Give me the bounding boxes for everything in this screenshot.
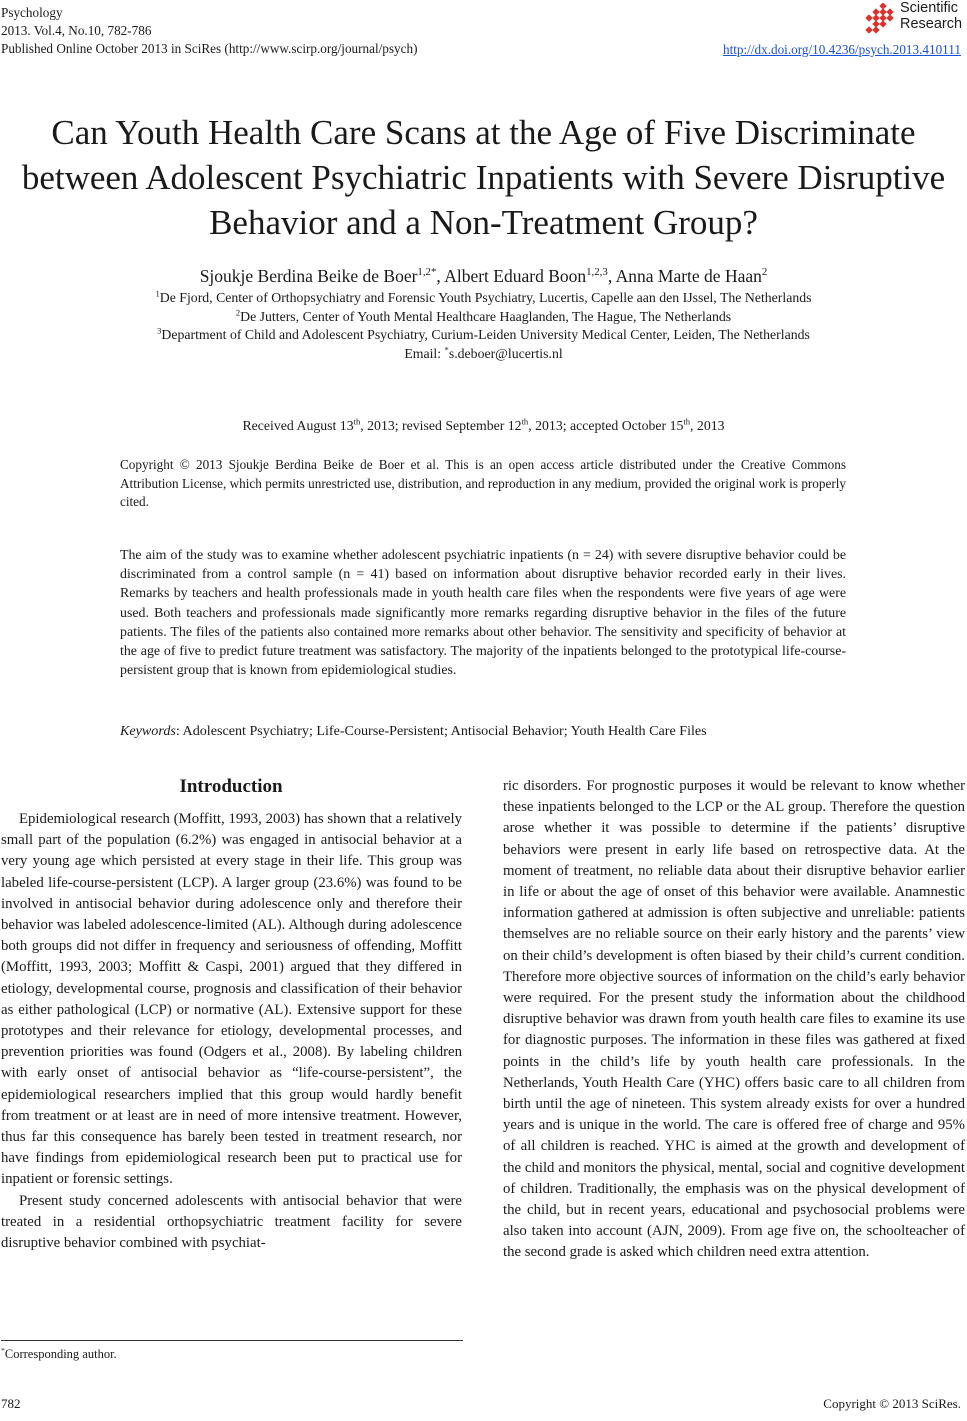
affiliation: [120, 289, 847, 308]
section-title: Introduction: [179, 776, 283, 797]
journal-name: Psychology: [1, 5, 63, 20]
email-label: Email:: [404, 345, 445, 361]
body-column-left: [1, 809, 462, 1254]
affiliation: [120, 308, 847, 327]
affiliation: [120, 326, 847, 345]
author-list: [0, 265, 967, 287]
footnote-divider: [1, 1340, 463, 1341]
received-text: Received August 13: [242, 418, 354, 433]
page-number: 782: [1, 1396, 21, 1411]
affiliation-text: Department of Child and Adolescent Psychiatry, Curium-Leiden University Medical Center, Leiden, The Netherlands: [161, 327, 810, 342]
logo-text-line1: Scientific: [900, 0, 959, 16]
footer-copyright: Copyright © 2013 SciRes.: [823, 1396, 961, 1411]
email-line: [120, 345, 847, 364]
author-name: Sjoukje Berdina Beike de Boer: [199, 266, 418, 286]
author-affil-marker: 1,2,3: [586, 266, 608, 279]
body-column-right: [503, 776, 965, 1264]
author-name: Albert Eduard Boon: [444, 266, 587, 286]
affiliation-text: De Jutters, Center of Youth Mental Healthcare Haaglanden, The Hague, The Netherlands: [240, 308, 732, 324]
affiliation-marker: 3: [157, 325, 162, 336]
ordinal-suffix: th: [683, 416, 691, 427]
revised-text: , 2013; revised September 12: [360, 418, 522, 433]
journal-volume: 2013. Vol.4, No.10, 782-786: [1, 23, 152, 38]
received-dates: [0, 418, 967, 434]
affiliation-marker: 1: [155, 288, 160, 299]
footnote: [1, 1347, 117, 1362]
footnote-marker: *: [1, 1345, 5, 1355]
paragraph: Epidemiological research (Moffitt, 1993, 2003) has shown that a relatively small part of the population (6.2%) was engaged in antisocial behavior at a very young age which persisted at every stage in their life. This group was labeled life-course-persistent (LCP). A larger group (23.6%) was found to be involved in antisocial behavior during adolescence only and therefore their behavior was labeled adolescence-limited (AL). Although during adolescence both groups did not differ in frequency and seriousness of offending, Moffitt (Moffitt, 1993, 2003; Moffitt & Caspi, 2001) argued that they differed in etiology, developmental course, prognosis and classification of their behavior as either pathological (LCP) or normative (AL). Extensive support for these prototypes and their relevance for etiology, developmental processes, and prevention priorities was found (Odgers et al., 2008). By labeling children with early onset of antisocial behavior as “life-course-persistent”, the epidemiological researchers implied that this group would hardly benefit from treatment or at least are in need of more intensive treatment. However, thus far this consequence has barely been tested in treatment research, nor have findings from epidemiological research been put to practical use for inpatient or forensic settings.: [1, 811, 462, 1188]
publisher-logo: [863, 0, 963, 38]
footnote-text: Corresponding author.: [4, 1347, 117, 1361]
ordinal-suffix: th: [353, 416, 361, 427]
affiliation-text: De Fjord, Center of Orthopsychiatry and Forensic Youth Psychiatry, Lucertis, Capelle aan den IJssel, The Netherlands: [159, 290, 812, 305]
logo-diamond: [865, 14, 872, 21]
author-separator: ,: [436, 266, 445, 286]
keywords: [120, 723, 846, 740]
keywords-label: Keywords: [120, 723, 176, 739]
paragraph: ric disorders. For prognostic purposes it would be relevant to know whether these inpatients belonged to the LCP or the AL group. Therefore the question arose whether it was possible to determine if the patients’ disruptive behaviors were present in early life based on retrospective data. At the moment of treatment, no reliable data about their disruptive behavior earlier in life or about the age of onset of this behavior were available. Anamnestic information gathered at admission is often subjective and unreliable: patients themselves are no reliable source on their early history and the parents’ view on their child’s development is often biased by their child’s current condition. Therefore more objective sources of information on the child’s early behavior were required. For the present study the information about the childhood disruptive behavior was drawn from youth health care files to examine its use for diagnostic purposes. The information in these files was gathered at fixed points in the child’s life by youth health care professionals. In the Netherlands, Youth Health Care (YHC) offers basic care to all children from birth until the age of nineteen. This system already exists for over a hundred years and is unique in the world. The care is offered free of charge and 95% of all children is reached. YHC is aimed at the growth and development of the child and monitors the physical, mental, social and cognitive development of children. Traditionally, the emphasis was on the physical development of the child, but in recent years, educational and psychosocial problems were also taken into account (AJN, 2009). From age five on, the schoolteacher of the second grade is asked which children need extra attention.: [503, 778, 965, 1261]
keywords-list: : Adolescent Psychiatry; Life-Course-Persistent; Antisocial Behavior; Youth Health Care Files: [175, 723, 707, 739]
license-notice: Copyright © 2013 Sjoukje Berdina Beike de Boer et al. This is an open access article distributed under the Creative Commons Attribution License, which permits unrestricted use, distribution, and reproduction in any medium, provided the original work is properly cited.: [120, 457, 846, 509]
author-name: Anna Marte de Haan: [615, 266, 762, 286]
paragraph: Present study concerned adolescents with antisocial behavior that were treated in a residential orthopsychiatric treatment facility for severe disruptive behavior combined with psychiat-: [1, 1192, 462, 1252]
affiliation-marker: 2: [235, 306, 241, 317]
logo-diamond: [886, 14, 893, 21]
doi-link[interactable]: http://dx.doi.org/10.4236/psych.2013.410111: [723, 42, 961, 57]
paper-title: Can Youth Health Care Scans at the Age of Five Discriminate between Adolescent Psychiatric Inpatients with Severe Disruptive Behavior and a Non-Treatment Group?: [21, 113, 946, 242]
email-address[interactable]: s.deboer@lucertis.nl: [448, 345, 563, 361]
logo-diamond: [865, 26, 872, 33]
affiliations: [120, 289, 847, 363]
author-affil-marker: 2: [761, 266, 768, 279]
author-affil-marker: 1,2*: [417, 266, 437, 279]
logo-diamond: [879, 20, 886, 27]
ordinal-suffix: th: [521, 416, 529, 427]
email-marker: *: [444, 343, 449, 354]
logo-diamond: [872, 26, 879, 33]
author-separator: ,: [607, 266, 616, 286]
logo-text-line2: Research: [900, 16, 963, 32]
abstract: The aim of the study was to examine whether adolescent psychiatric inpatients (n = 24) with severe disruptive behavior could be discriminated from a control sample (n = 41) based on information about disruptive behavior recorded early in their lives. Remarks by teachers and health professionals made in youth health care files when the respondents were five years of age were used. Both teachers and professionals made significantly more remarks regarding disruptive behavior in the files of the future patients. The files of the patients also contained more remarks about other behavior. The sensitivity and specificity of behavior at the age of five to predict future treatment was satisfactory. The majority of the inpatients belonged to the prototypical life-course-persistent group that is known from epidemiological studies.: [120, 548, 846, 679]
logo-icon: [863, 3, 897, 35]
accepted-text: , 2013; accepted October 15: [528, 418, 684, 433]
year-text: , 2013: [690, 418, 725, 433]
published-line: Published Online October 2013 in SciRes (http://www.scirp.org/journal/psych): [1, 41, 418, 56]
